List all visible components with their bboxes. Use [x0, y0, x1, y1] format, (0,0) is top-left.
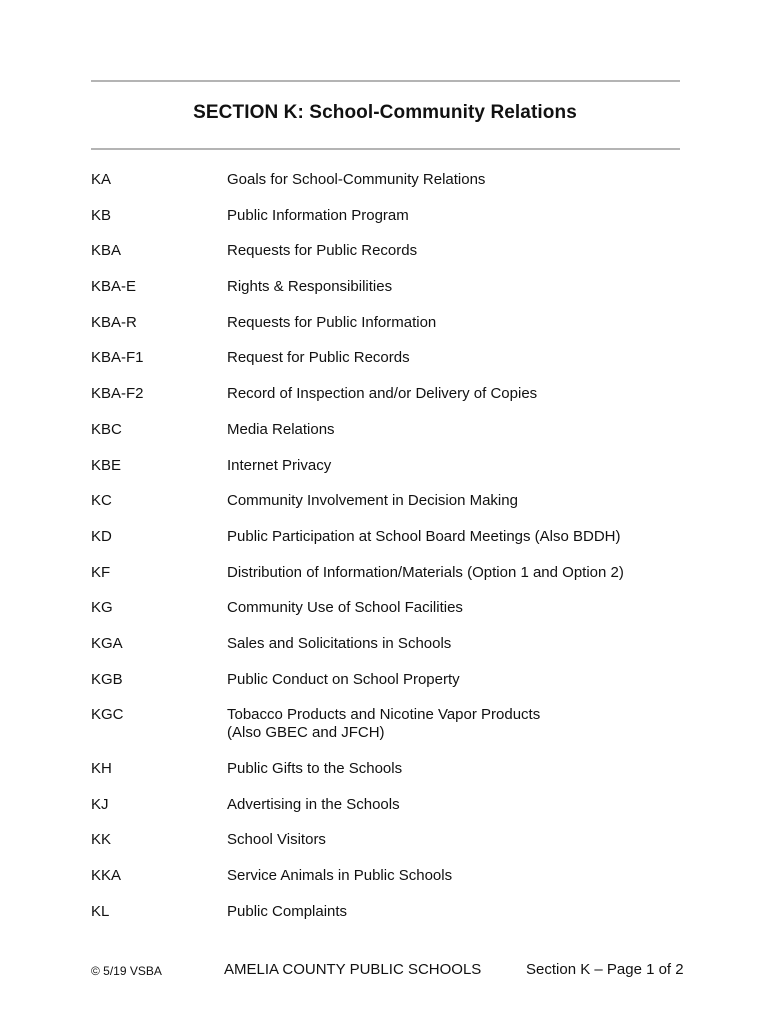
policy-title-line: Service Animals in Public Schools	[227, 867, 453, 885]
policy-code: KJ	[91, 795, 109, 813]
section-title: SECTION K: School-Community Relations	[193, 102, 577, 123]
list-item	[0, 421, 770, 439]
policy-title	[227, 831, 747, 849]
list-item	[0, 457, 770, 475]
policy-code: KGC	[91, 706, 124, 724]
policy-title-line: Public Participation at School Board Meetings (Also BDDH)	[227, 527, 621, 545]
list-item	[0, 635, 770, 653]
policy-title-line: Goals for School-Community Relations	[227, 171, 486, 188]
policy-title	[227, 671, 747, 689]
policy-title-line: Public Information Program	[227, 206, 409, 224]
policy-code: KG	[91, 599, 113, 617]
list-item	[0, 171, 770, 189]
policy-code: KBA-R	[91, 313, 137, 331]
list-item	[0, 564, 770, 582]
list-item	[0, 492, 770, 510]
policy-title	[227, 867, 747, 885]
policy-code: KC	[91, 492, 112, 510]
list-item	[0, 207, 770, 225]
list-item	[0, 385, 770, 403]
list-item	[0, 314, 770, 332]
page-footer	[0, 961, 770, 981]
policy-code: KBA-F1	[91, 349, 144, 367]
policy-title	[227, 242, 747, 260]
policy-title	[227, 314, 747, 332]
policy-title	[227, 457, 747, 475]
policy-title	[227, 385, 747, 403]
policy-title-line: Media Relations	[227, 420, 335, 438]
policy-title-line: Rights & Responsibilities	[227, 278, 393, 296]
policy-title	[227, 706, 747, 742]
policy-code: KB	[91, 206, 112, 224]
policy-title	[227, 635, 747, 653]
policy-title	[227, 760, 747, 778]
policy-title-line: Public Gifts to the Schools	[227, 760, 403, 777]
policy-code: KH	[91, 760, 112, 777]
top-divider	[91, 80, 680, 82]
policy-code: KK	[91, 831, 112, 849]
policy-title-line: Internet Privacy	[227, 456, 332, 474]
policy-code: KGB	[91, 670, 123, 688]
policy-title-line: Requests for Public Records	[227, 242, 418, 260]
policy-code: KD	[91, 527, 112, 545]
policy-title	[227, 171, 747, 189]
policy-title-line: Public Complaints	[227, 902, 348, 920]
title-divider	[91, 148, 680, 150]
policy-code: KBE	[91, 456, 122, 474]
policy-title-line: Community Involvement in Decision Making	[227, 492, 518, 510]
list-item	[0, 831, 770, 849]
policy-title-line: Public Conduct on School Property	[227, 670, 460, 688]
policy-code: KGA	[91, 634, 123, 652]
policy-title-line: Record of Inspection and/or Delivery of Copies	[227, 385, 538, 403]
list-item	[0, 599, 770, 617]
policy-title-line: Tobacco Products and Nicotine Vapor Products	[227, 706, 541, 724]
footer-copyright: © 5/19 VSBA	[91, 964, 162, 978]
policy-title-line: Distribution of Information/Materials (Option 1 and Option 2)	[227, 563, 624, 581]
policy-title	[227, 903, 747, 921]
list-item	[0, 760, 770, 778]
list-item	[0, 867, 770, 885]
list-item	[0, 242, 770, 260]
policy-title	[227, 349, 747, 367]
policy-code: KBA	[91, 242, 122, 260]
footer-school-name: AMELIA COUNTY PUBLIC SCHOOLS	[224, 961, 482, 978]
list-item	[0, 528, 770, 546]
policy-title-line: Requests for Public Information	[227, 313, 437, 331]
policy-title-line: Sales and Solicitations in Schools	[227, 634, 452, 652]
policy-code: KF	[91, 563, 111, 581]
list-item	[0, 796, 770, 814]
policy-code: KA	[91, 171, 112, 188]
policy-title	[227, 528, 747, 546]
policy-title-line: Advertising in the Schools	[227, 795, 400, 813]
footer-page-number: Section K – Page 1 of 2	[526, 961, 684, 978]
list-item	[0, 278, 770, 296]
list-item	[0, 903, 770, 921]
policy-title-line: Request for Public Records	[227, 349, 410, 367]
policy-code: KBA-F2	[91, 385, 144, 403]
policy-code: KBC	[91, 420, 122, 438]
policy-code: KBA-E	[91, 278, 137, 296]
policy-title-line: Community Use of School Facilities	[227, 599, 463, 617]
list-item	[0, 349, 770, 367]
policy-title	[227, 564, 747, 582]
policy-title-line: School Visitors	[227, 831, 326, 849]
policy-title-line: (Also GBEC and JFCH)	[227, 724, 385, 742]
policy-list	[0, 171, 770, 938]
policy-title	[227, 796, 747, 814]
policy-title	[227, 278, 747, 296]
list-item	[0, 671, 770, 689]
policy-code: KL	[91, 902, 110, 920]
policy-title	[227, 492, 747, 510]
policy-code: KKA	[91, 867, 122, 885]
policy-title	[227, 207, 747, 225]
policy-title	[227, 599, 747, 617]
policy-title	[227, 421, 747, 439]
list-item	[0, 706, 770, 742]
